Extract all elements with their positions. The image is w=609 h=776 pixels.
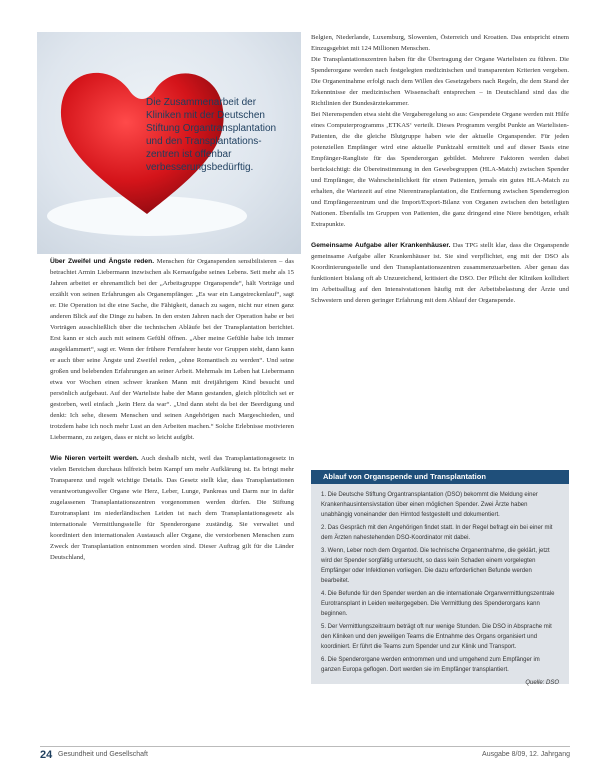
info-box-title: Ablauf von Organspende und Transplantation (311, 470, 569, 484)
left-paragraph-2-body: Auch deshalb nicht, weil das Transplantationsgesetz in vielen Bereichen durchaus hilfreich beim Kampf um mehr Aufklärung ist. Es bringt mehr Transparenz und regelt wichtige Details. Das Gesetz stellt klar, dass Transplantationen verantwortungsvoller Organe wie Herz, Leber, Lunge, Pankreas und Darm nur in dafür zugelassenen Transplantationszentren vorgenommen werden dürfen. Die Stiftung Eurotransplant im niederländischen Leiden ist nach dem Transplantationsgesetz als internationale Vermittlungsstelle für Spenderorgane zuständig. Sie verwaltet und koordiniert den internationalen Austausch aller Organe, die verstorbenen Menschen zum Zweck der Transplantation entnommen worden sind. Dieser Auftrag gilt für die Länder Deutschland, (50, 455, 294, 561)
left-paragraph-2-heading: Wie Nieren verteilt werden. (50, 455, 139, 462)
left-paragraph-1-heading: Über Zweifel und Ängste reden. (50, 258, 155, 265)
left-paragraph-2 (50, 453, 294, 563)
right-paragraph-1: Belgien, Niederlande, Luxemburg, Slowenien, Österreich und Kroatien. Das entspricht einem Einzugsgebiet mit 124 Millionen Menschen. (311, 34, 569, 52)
info-box-body (311, 484, 569, 694)
right-paragraph-3: Bei Nierenspenden etwa sieht die Vergaberegelung so aus: Gespendete Organe werden mit Hilfe eines Computerprogramms ‚ETKAS‘ verteilt. Dieses Programm vergibt Punkte an Wartelisten-Patienten, die die gleiche Blutgruppe haben wie der aktuelle Organspender. Für jeden potenziellen Empfänger wird eine aktuelle Punktzahl ermittelt und auf dieser Basis eine Empfänger-Rangliste für das Spenderorgan gebildet. Mehrere Faktoren werden dabei berücksichtigt: die Übereinstimmung in den Gewebegruppen (HLA-Match) zwischen Spender und Empfänger, die Wahrscheinlichkeit für einen Patienten, jemals ein gutes HLA-Match zu erhalten, die Wartezeit auf eine Nierentransplantation, die Entfernung zwischen Spenderregion und Empfängerzentrum und die Import/Export-Bilanz von Organen zwischen den beteiligten Nationen. Ebenfalls im Gruppen von Patienten, die ganz dringend eine Niere benötigen, erhält Extrapunkte. (311, 111, 569, 228)
info-step: 3. Wenn, Leber noch dem Organtod. Die technische Organentnahme, die geklärt, jetzt wird der Spender sorgfältig untersucht, so dass kein Schaden einem vorgelegten Empfänger oder Infektionen vorliegen. Die dazu erforderlichen Befunde werden bearbeitet. (321, 548, 550, 584)
right-paragraph-2: Die Transplantationszentren haben für die Übertragung der Organe Wartelisten zu führen. Die Spenderorgane werden nach festgelegten medizinischen und transparenten Kriterien vergeben. Die Organentnahme erfolgt nach dem Willen des Gesetzgebers nach Regeln, die dem Stand der Erkenntnisse der medizinischen Wissenschaft entsprechen – in Deutschland sind das die Richtlinien der Bundesärztekammer. (311, 56, 569, 107)
right-paragraph-4 (311, 240, 569, 306)
info-step: 5. Der Vermittlungszeitraum beträgt oft nur wenige Stunden. Die DSO in Absprache mit den Kliniken und den jeweiligen Teams die Entnahme des Organs organisiert und koordiniert. Er führt die Teams zum Spender und zur Klinik und Transport. (321, 624, 552, 650)
left-column (50, 256, 294, 563)
info-box (311, 470, 569, 684)
issue-label: Ausgabe 8/09, 12. Jahrgang (482, 751, 570, 758)
right-paragraph-4-heading: Gemeinsame Aufgabe aller Krankenhäuser. (311, 242, 451, 249)
info-step: 1. Die Deutsche Stiftung Organtransplantation (DSO) bekommt die Meldung einer Krankenhausintensivstation über einen möglichen Spender. Zwei Ärzte haben unabhängig voneinander den Hirntod festgestellt und dokumentiert. (321, 492, 538, 518)
right-paragraph-4-body: Das TPG stellt klar, dass die Organspende gemeinsame Aufgabe aller Krankenhäuser ist. Sie sind verpflichtet, eng mit der DSO als Koordinierungsstelle und den Transplantationszentren zusammenzuarbeiten. Aber genau das funktioniert bislang oft ab Unzureichend, kritisiert die DSO. Der Pflicht der Kliniken kollidiert im Arbeitsalltag auf den Intensivstationen häufig mit der Arbeitsbelastung der Ärzte und Schwestern und deren geringer Erfahrung mit dem Ablauf der Organspende. (311, 242, 569, 304)
page-footer (40, 746, 570, 761)
info-step: 6. Die Spenderorgane werden entnommen und und umgehend zum Empfänger im ganzen Europa geflogen. Dort werden sie im Empfänger transplantiert. (321, 657, 540, 673)
page-number: 24 (40, 749, 53, 761)
info-source: Quelle: DSO (525, 680, 559, 686)
info-step: 4. Die Befunde für den Spender werden an die internationale Organvermittlungszentrale Eurotransplant in Leiden weitergegeben. Die Vermittlung des Spenderorgans kann beginnen. (321, 591, 555, 617)
info-step: 2. Das Gespräch mit den Angehörigen findet statt. In der Regel befragt ein bei einer mit dem Ärzten nahestehenden DSO-Koordinator mit dabei. (321, 525, 553, 541)
left-paragraph-1-body: Menschen für Organspenden sensibilisieren – das betrachtet Armin Liebermann inzwischen als Kernaufgabe seines Lebens. Seit mehr als 15 Jahren arbeitet er ehrenamtlich bei der „Arbeitsgruppe Organspende“, hält Vorträge und erzählt von seinen Erfahrungen als Organempfänger. „Es war ein Langstreckenlauf“, sagt er. Die Operation ist die eine Sache, die Fähigkeit, danach zu sagen, nicht nur einen ganz anderen Blick auf die Dinge zu haben. In den ersten Jahren nach der Operation habe er bei Vorträgen ausschließlich über die technischen Abläufe bei der Transplantation berichtet. Erst kann er sich auch mit seinem Gefühl öffnen. „Aber meine Gefühle habe ich immer ausgeklammert“, sagt er. Wenn der frühere Fernfahrer heute vor Gruppen steht, dann kann er auch über seine Ängste und Zweifel reden, „ohne Romantisch zu werden“. Und seine großen und belebenden Erfahrungen an seiner Arbeit. Mehrmals im Leben hat Liebermann etwa vor Wochen einen schwer kranken Mann mit dreijährigem Kind besucht und persönlich aufgebaut. Auf der Warteliste habe der Mann gestanden, gleich plötzlich sei er gestorben, weil einfach „kein Herz da war“. „Und dann steht da bei der Beerdigung und denkt: Ich sehe, diesem Menschen und seinen Angehörigen nach Margeschieden, und trotzdem habe ich noch mehr Lust an den Arbeiten machen.“ Solche Erlebnisse motivieren Liebermann, zu zeigen, dass er nicht so leicht aufgibt. (50, 258, 295, 441)
right-column (311, 32, 569, 306)
left-paragraph-1 (50, 256, 294, 443)
hero-caption: Die Zusammenarbeit der Kliniken mit der Deutschen Stiftung Organtransplantation und den Transplantations-zentren ist offenbar verbesserungsbedürftig. (146, 97, 277, 173)
section-title: Gesundheit und Gesellschaft (58, 751, 148, 758)
